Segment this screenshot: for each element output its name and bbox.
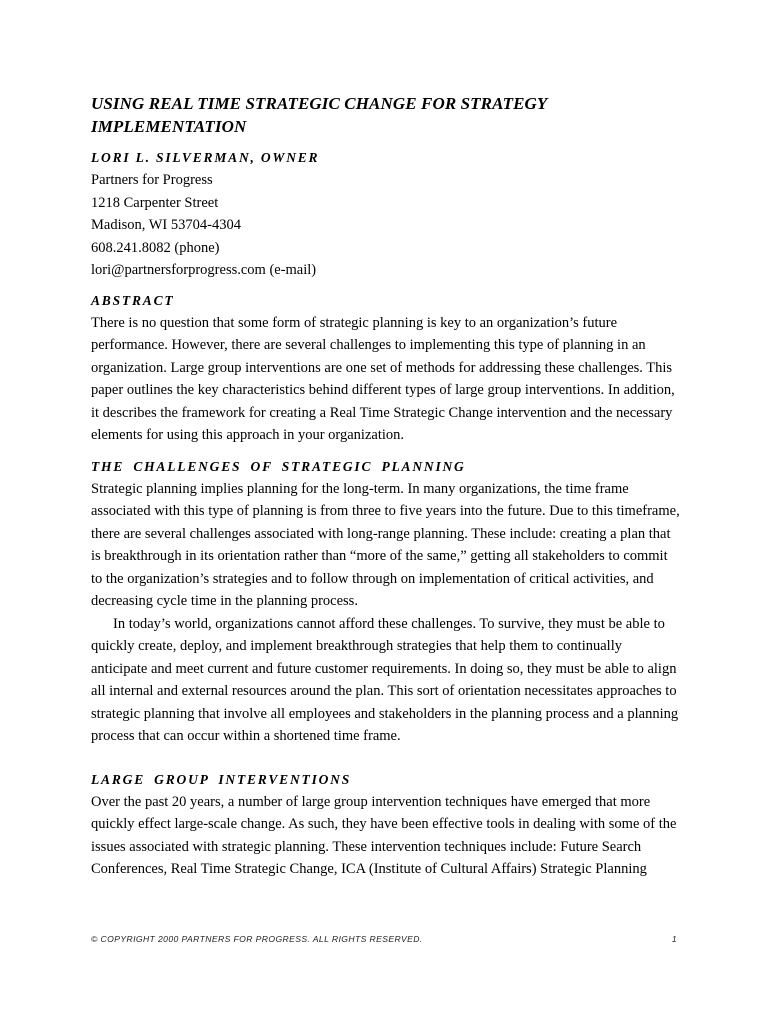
section-heading-abstract: ABSTRACT: [91, 292, 175, 308]
address-street: 1218 Carpenter Street: [91, 194, 219, 211]
challenges-paragraph-2: In today’s world, organizations cannot afford these challenges. To survive, they must be able to quickly create, deploy, and implement breakthrough strategies that help them to continually anticipate and meet current and future customer requirements. In doing so, they must be able to align all internal and external resources around the plan. This sort of orientation necessitates approaches to strategic planning that involve all employees and stakeholders in the planning process and a planning process that can occur within a shortened time frame.: [91, 615, 679, 744]
page-content: [91, 92, 681, 881]
abstract-paragraph: There is no question that some form of strategic planning is key to an organization’s future performance. However, there are several challenges to implementing this type of planning in an organization. Large group interventions are one set of methods for addressing these challenges. This paper outlines the key characteristics behind different types of large group interventions. In addition, it describes the framework for creating a Real Time Strategic Change intervention and the necessary elements for using this approach in your organization.: [91, 314, 675, 443]
author-name: LORI L. SILVERMAN, OWNER: [91, 150, 320, 165]
address-organization: Partners for Progress: [91, 172, 213, 188]
address-city: Madison, WI 53704-4304: [91, 217, 241, 233]
section-heading-challenges: THE CHALLENGES OF STRATEGIC PLANNING: [91, 458, 466, 474]
address-phone: 608.241.8082 (phone): [91, 239, 220, 256]
copyright-notice: © COPYRIGHT 2000 PARTNERS FOR PROGRESS. ALL RIGHTS RESERVED.: [91, 934, 423, 944]
section-challenges: [91, 456, 681, 748]
page-number: 1: [671, 934, 677, 944]
document-title: USING REAL TIME STRATEGIC CHANGE FOR STRATEGY IMPLEMENTATION: [91, 94, 547, 136]
challenges-paragraph-1: Strategic planning implies planning for the long-term. In many organizations, the time frame associated with this type of planning is from three to five years into the future. Due to this timeframe, there are several challenges associated with long-range planning. These include: creating a plan that is breakthrough in its orientation rather than “more of the same,” getting all stakeholders to commit to the organization’s strategies and to follow through on implementation of critical activities, and decreasing cycle time in the planning process.: [91, 480, 680, 609]
section-heading-large-group: LARGE GROUP INTERVENTIONS: [91, 771, 352, 787]
section-large-group: [91, 769, 681, 881]
section-abstract: [91, 290, 681, 447]
address-email: lori@partnersforprogress.com (e-mail): [91, 262, 317, 278]
author-address-block: [91, 169, 681, 282]
large-group-paragraph: Over the past 20 years, a number of large group intervention techniques have emerged that more quickly effect large-scale change. As such, they have been effective tools in dealing with some of the issues associated with strategic planning. These intervention techniques include: Future Search Conferences, Real Time Strategic Change, ICA (Institute of Cultural Affairs) Strategic Planning: [91, 793, 677, 877]
